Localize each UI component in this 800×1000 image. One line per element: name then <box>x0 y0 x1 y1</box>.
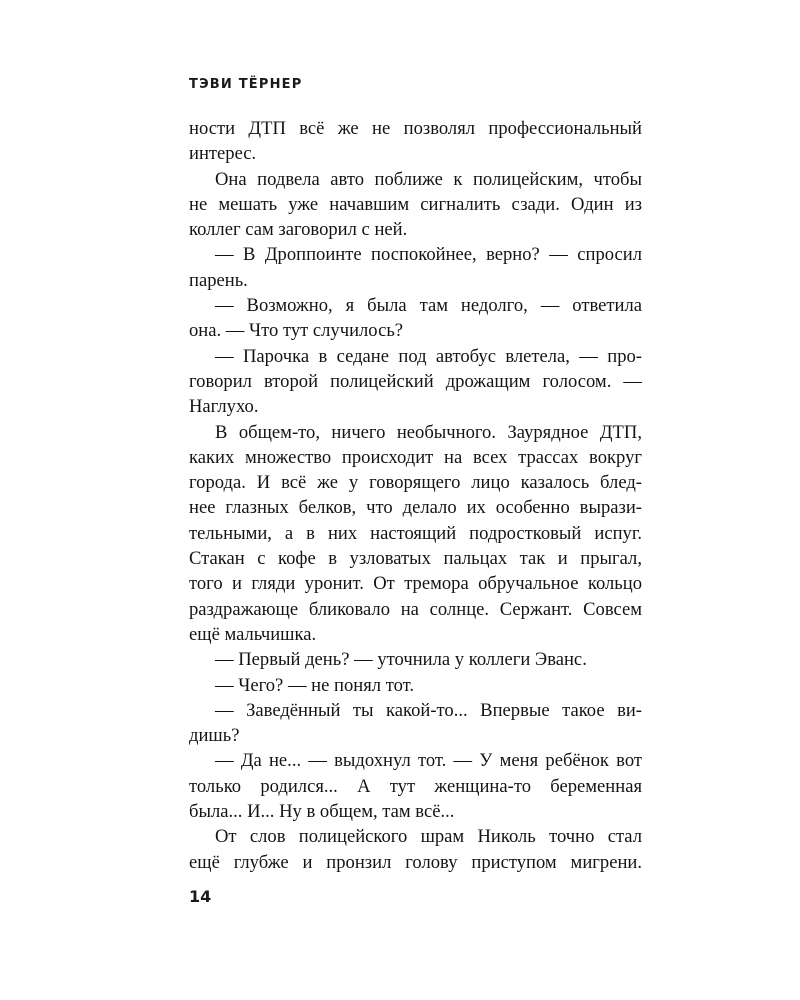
text-line: Стакан с кофе в узловатых пальцах так и прыгал, <box>189 548 642 570</box>
text-line: — В Дроппоинте поспокойнее, верно? — спросил <box>215 244 642 266</box>
text-line: города. И всё же у говорящего лицо казалось блед- <box>189 472 642 494</box>
text-line: каких множество происходит на всех трассах вокруг <box>189 446 642 468</box>
text-line: нее глазных белков, что делало их особенно вырази- <box>189 497 642 519</box>
text-line: того и гляди уронит. От тремора обручальное кольцо <box>189 573 642 595</box>
running-header: ТЭВИ ТЁРНЕР <box>189 77 303 92</box>
text-line: — Чего? — не понял тот. <box>215 674 415 696</box>
text-line: коллег сам заговорил с ней. <box>189 219 408 241</box>
text-line: В общем-то, ничего необычного. Заурядное ДТП, <box>215 421 642 443</box>
text-line: — Да не... — выдохнул тот. — У меня ребёнок вот <box>215 750 642 772</box>
text-line: От слов полицейского шрам Николь точно стал <box>215 826 642 848</box>
text-line: тельными, а в них настоящий подростковый испуг. <box>189 522 642 544</box>
text-line: ности ДТП всё же не позволял профессиональный <box>189 118 642 139</box>
text-line: дишь? <box>189 725 240 747</box>
text-line: была... И... Ну в общем, там всё... <box>189 801 455 823</box>
text-line: она. — Что тут случилось? <box>189 320 404 342</box>
text-line: — Возможно, я была там недолго, — ответила <box>215 295 642 317</box>
text-line: интерес. <box>189 143 257 165</box>
text-line: — Парочка в седане под автобус влетела, — про- <box>215 345 642 367</box>
text-line: Наглухо. <box>189 396 259 418</box>
text-line: говорил второй полицейский дрожащим голосом. — <box>189 370 642 392</box>
text-line: ещё глубже и пронзил голову приступом мигрени. <box>189 851 642 873</box>
body-text <box>189 116 642 875</box>
text-line: — Первый день? — уточнила у коллеги Эванс. <box>215 649 587 671</box>
text-line: — Заведённый ты какой-то... Впервые такое ви- <box>215 699 642 721</box>
text-line: только родился... А тут женщина-то беременная <box>189 775 642 797</box>
text-line: парень. <box>189 269 248 291</box>
text-line: ещё мальчишка. <box>189 623 317 645</box>
text-line: Она подвела авто поближе к полицейским, чтобы <box>215 168 642 190</box>
text-line: не мешать уже начавшим сигналить сзади. Один из <box>189 193 642 215</box>
page-number: 14 <box>189 887 212 906</box>
text-line: раздражающе бликовало на солнце. Сержант. Совсем <box>189 598 642 620</box>
